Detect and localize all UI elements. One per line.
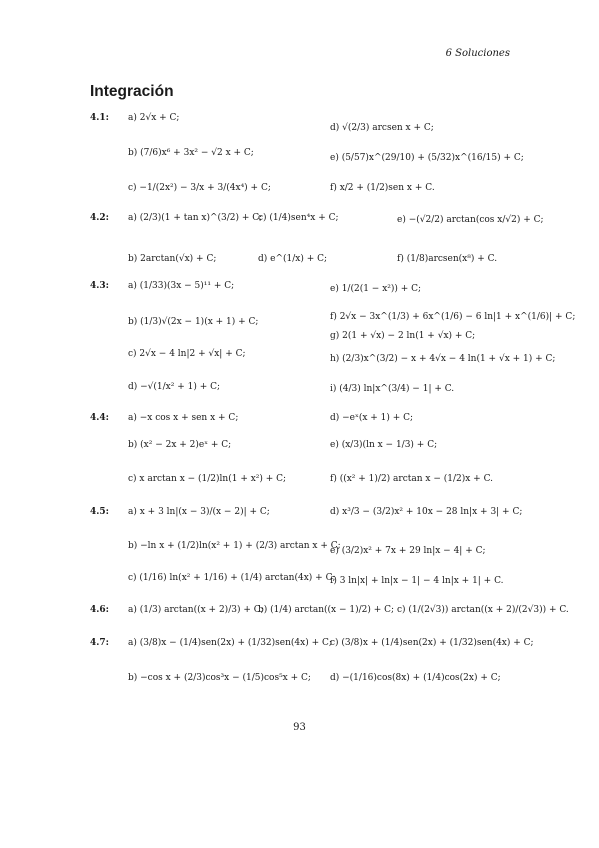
solution-item: f) x/2 + (1/2)sen x + C. bbox=[330, 183, 435, 193]
section-title: Integración bbox=[90, 83, 174, 100]
solution-item: b) (1/4) arctan((x − 1)/2) + C; bbox=[258, 605, 395, 615]
page-number: 93 bbox=[293, 722, 306, 733]
solution-item: a) (2/3)(1 + tan x)^(3/2) + C; bbox=[128, 213, 263, 223]
solution-item: i) (4/3) ln|x^(3/4) − 1| + C. bbox=[330, 384, 455, 394]
solution-item: b) (1/3)√(2x − 1)(x + 1) + C; bbox=[128, 317, 259, 327]
solution-item: d) e^(1/x) + C; bbox=[258, 254, 328, 264]
solution-item: d) x³/3 − (3/2)x² + 10x − 28 ln|x + 3| + C; bbox=[330, 507, 523, 517]
problem-number: 4.2: bbox=[90, 213, 109, 223]
solution-item: e) (x/3)(ln x − 1/3) + C; bbox=[330, 440, 438, 450]
solution-item: e) (3/2)x² + 7x + 29 ln|x − 4| + C; bbox=[330, 546, 486, 556]
solution-item: h) (2/3)x^(3/2) − x + 4√x − 4 ln(1 + √x + 1) + C; bbox=[330, 354, 556, 364]
problem-number: 4.1: bbox=[90, 113, 109, 123]
problem-number: 4.6: bbox=[90, 605, 109, 615]
solution-item: f) 3 ln|x| + ln|x − 1| − 4 ln|x + 1| + C. bbox=[330, 576, 504, 586]
solution-item: f) (1/8)arcsen(x⁸) + C. bbox=[397, 254, 498, 264]
solution-item: a) −x cos x + sen x + C; bbox=[128, 413, 239, 423]
solution-item: b) 2arctan(√x) + C; bbox=[128, 254, 217, 264]
solution-item: c) −1/(2x²) − 3/x + 3/(4x⁴) + C; bbox=[128, 183, 271, 193]
solution-item: d) √(2/3) arcsen x + C; bbox=[330, 123, 434, 133]
solution-item: c) (1/(2√3)) arctan((x + 2)/(2√3)) + C. bbox=[397, 605, 569, 615]
solution-item: a) 2√x + C; bbox=[128, 113, 180, 123]
solution-item: c) 2√x − 4 ln|2 + √x| + C; bbox=[128, 349, 246, 359]
solution-item: f) ((x² + 1)/2) arctan x − (1/2)x + C. bbox=[330, 474, 493, 484]
problem-number: 4.3: bbox=[90, 281, 109, 291]
solution-item: c) (3/8)x + (1/4)sen(2x) + (1/32)sen(4x) + C; bbox=[330, 638, 534, 648]
solution-item: a) (3/8)x − (1/4)sen(2x) + (1/32)sen(4x) + C; bbox=[128, 638, 332, 648]
solution-item: a) x + 3 ln|(x − 3)/(x − 2)| + C; bbox=[128, 507, 270, 517]
solution-item: b) (x² − 2x + 2)eˣ + C; bbox=[128, 440, 232, 450]
solution-item: b) (7/6)x⁶ + 3x² − √2 x + C; bbox=[128, 148, 254, 158]
solution-item: d) −(1/16)cos(8x) + (1/4)cos(2x) + C; bbox=[330, 673, 501, 683]
solution-item: a) (1/33)(3x − 5)¹¹ + C; bbox=[128, 281, 235, 291]
solution-item: e) −(√2/2) arctan(cos x/√2) + C; bbox=[397, 215, 544, 225]
solution-item: b) −cos x + (2/3)cos³x − (1/5)cos⁵x + C; bbox=[128, 673, 311, 683]
solution-item: d) −√(1/x² + 1) + C; bbox=[128, 382, 221, 392]
solution-item: c) (1/4)sen⁴x + C; bbox=[258, 213, 339, 223]
solution-item: g) 2(1 + √x) − 2 ln(1 + √x) + C; bbox=[330, 331, 476, 341]
solution-item: a) (1/3) arctan((x + 2)/3) + C; bbox=[128, 605, 264, 615]
solution-item: f) 2√x − 3x^(1/3) + 6x^(1/6) − 6 ln|1 + x^(1/6)| + C; bbox=[330, 312, 576, 322]
solution-item: c) x arctan x − (1/2)ln(1 + x²) + C; bbox=[128, 474, 287, 484]
problem-number: 4.5: bbox=[90, 507, 109, 517]
solution-item: c) (1/16) ln(x² + 1/16) + (1/4) arctan(4x) + C; bbox=[128, 573, 336, 583]
solution-item: d) −eˣ(x + 1) + C; bbox=[330, 413, 414, 423]
solution-item: b) −ln x + (1/2)ln(x² + 1) + (2/3) arctan x + C; bbox=[128, 541, 341, 551]
running-header: 6 Soluciones bbox=[445, 48, 510, 59]
problem-number: 4.7: bbox=[90, 638, 109, 648]
problem-number: 4.4: bbox=[90, 413, 109, 423]
solution-item: e) (5/57)x^(29/10) + (5/32)x^(16/15) + C; bbox=[330, 153, 524, 163]
solution-item: e) 1/(2(1 − x²)) + C; bbox=[330, 284, 422, 294]
